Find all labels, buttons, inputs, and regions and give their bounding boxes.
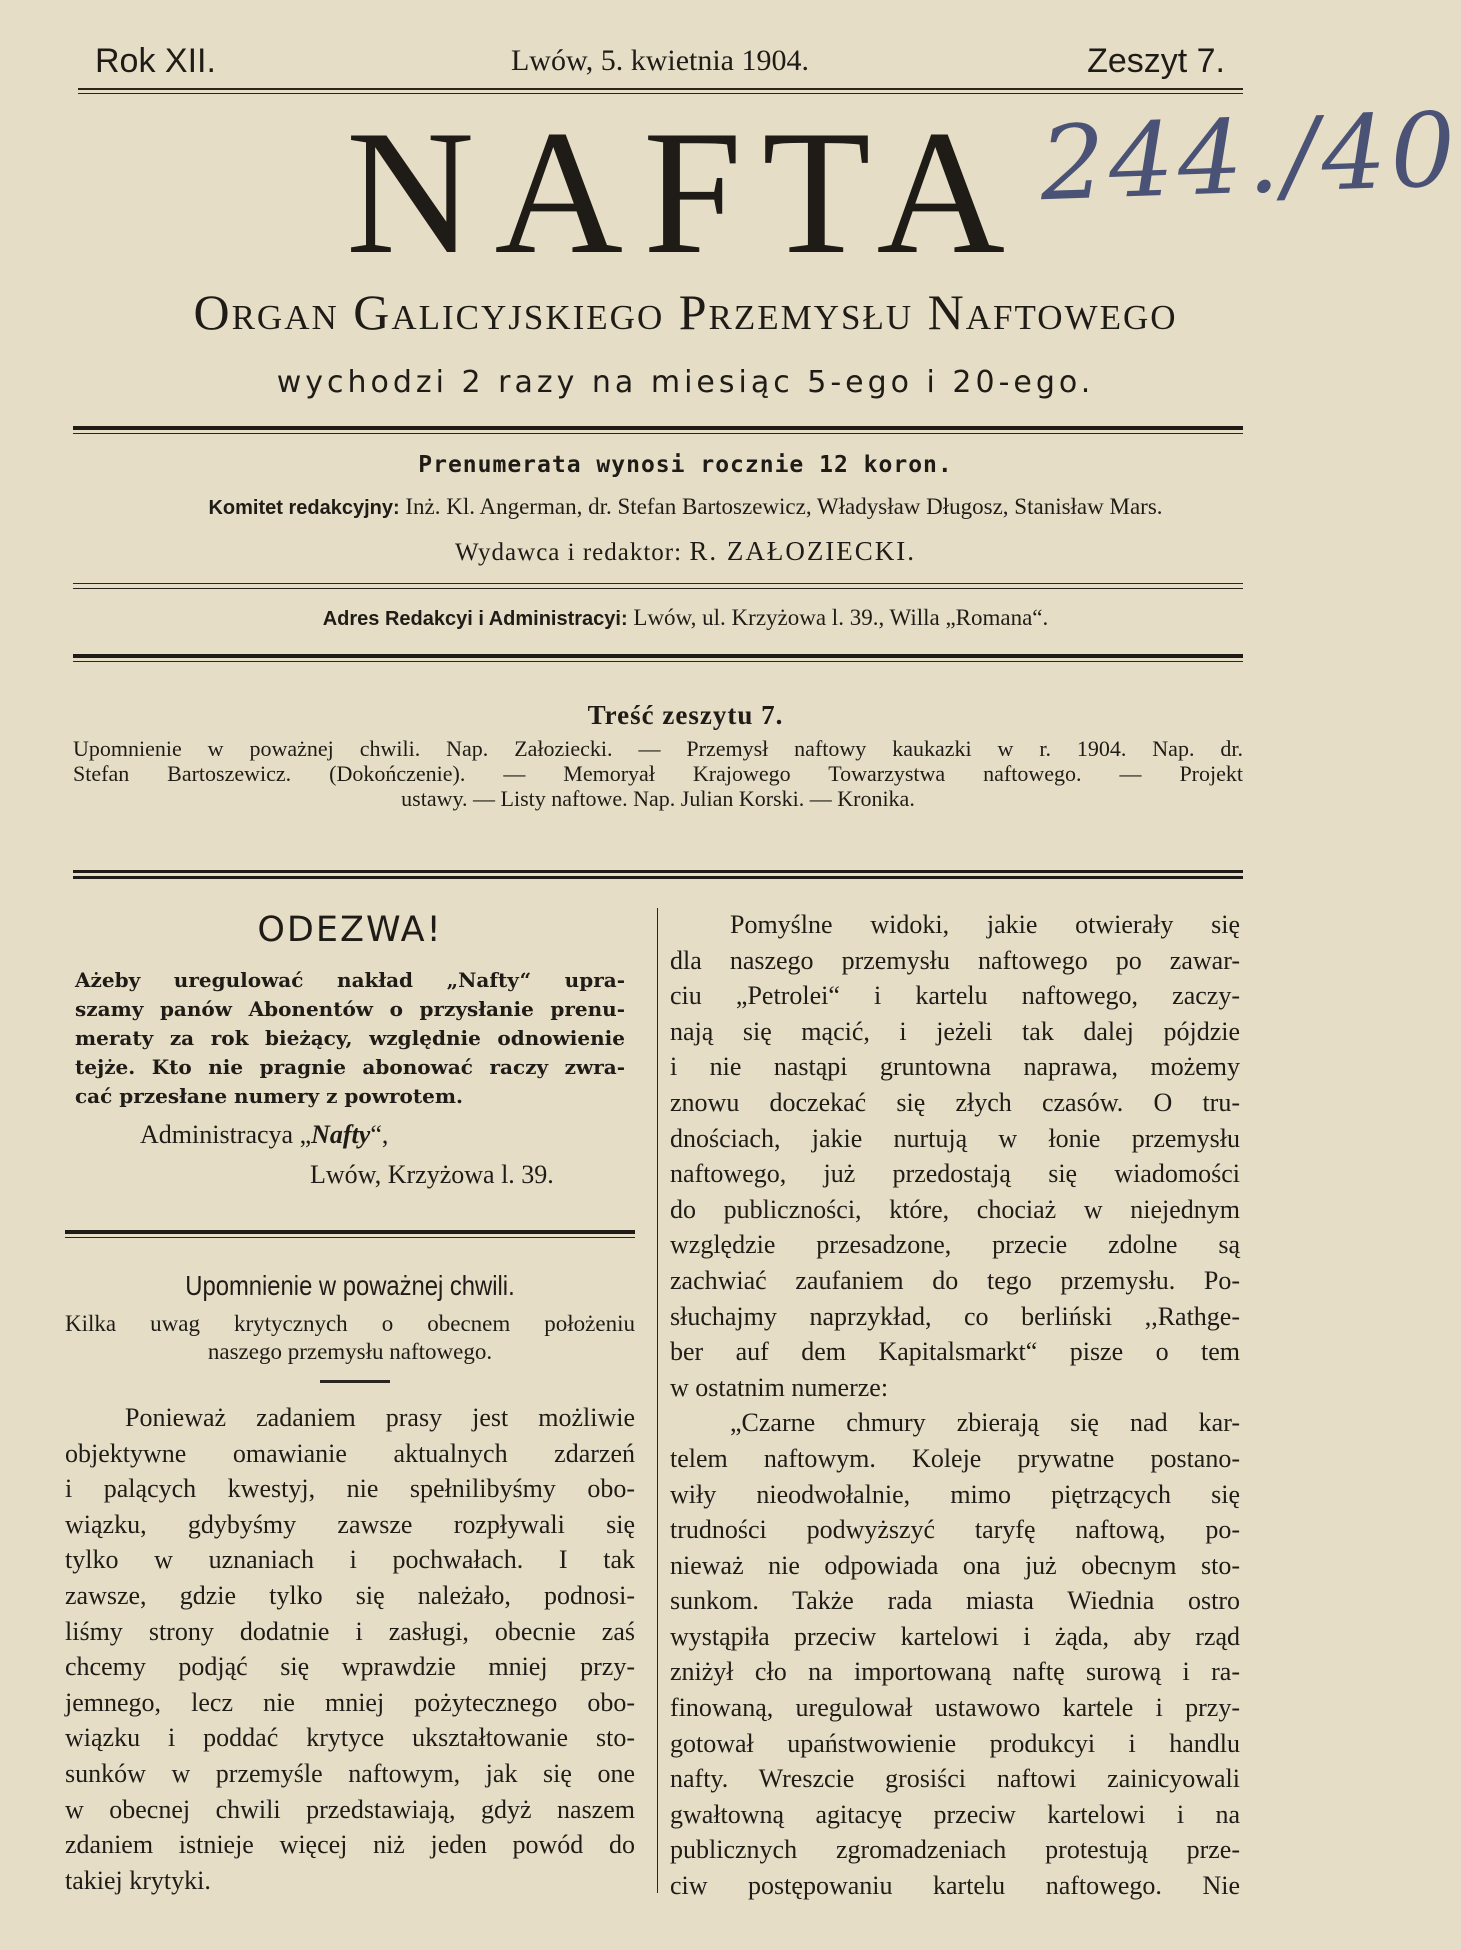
address-value: Lwów, ul. Krzyżowa l. 39., Willa „Romana“. <box>633 605 1049 630</box>
article-line: nają się mącić, i jeżeli tak dalej pójdzie <box>670 1016 1240 1046</box>
article-line: słuchajmy naprzykład, co berliński ,,Rathge- <box>670 1301 1240 1331</box>
contents-line: ustawy. — Listy naftowe. Nap. Julian Korski. — Kronika. <box>401 786 915 811</box>
masthead-rule <box>73 426 1243 430</box>
article-line: zawsze, gdzie tylko się należało, podnosi- <box>65 1580 635 1610</box>
article-line: znowu doczekać się złych czasów. O tru- <box>670 1087 1240 1117</box>
article-line: wiązku i poddać krytyce ukształtowanie sto- <box>65 1723 635 1753</box>
article-line: ciu „Petrolei“ i kartelu naftowego, zaczy- <box>670 981 1240 1011</box>
volume-number: Rok XII. <box>95 42 216 80</box>
appeal-rule-thin <box>65 1237 635 1238</box>
article-line: i nie nastąpi gruntowna naprawa, możemy <box>670 1052 1240 1082</box>
contents-title: Treść zeszytu 7. <box>587 700 784 730</box>
appeal-signature: Administracya „Nafty“, <box>140 1120 389 1149</box>
article-line: liśmy strony dodatnie i zasługi, obecnie zaś <box>65 1616 635 1646</box>
signature-name: Nafty <box>311 1120 371 1149</box>
article-line: dla naszego przemysłu naftowego po zawar- <box>670 945 1240 975</box>
article-line: naftowego, już przedostają się wiadomości <box>670 1159 1240 1189</box>
address-line <box>0 605 1371 631</box>
info-rule-top <box>73 583 1243 584</box>
article-line: nieważ nie odpowiada ona już obecnym sto- <box>670 1550 1240 1580</box>
article-subtitle <box>65 1310 635 1366</box>
article-line: sunków w przemyśle naftowym, jak się one <box>65 1758 635 1788</box>
masthead-rule-thin <box>73 433 1243 434</box>
appeal-body <box>75 966 625 1111</box>
editorial-committee <box>0 494 1371 520</box>
article-line: wiązku, gdybyśmy zawsze rozpływali się <box>65 1509 635 1539</box>
publisher-name: R. ZAŁOZIECKI. <box>689 536 917 566</box>
article-line: finowaną, uregulował ustawowo kartele i przy- <box>670 1693 1240 1723</box>
article-line: Pomyślne widoki, jakie otwierały się <box>730 910 1240 939</box>
committee-members: Inż. Kl. Angerman, dr. Stefan Bartoszewicz, Władysław Długosz, Stanisław Mars. <box>405 494 1163 519</box>
article-line: takiej krytyki. <box>65 1865 211 1895</box>
appeal-title: ODEZWA! <box>257 910 443 950</box>
article-line: w ostatnim numerze: <box>670 1372 889 1402</box>
article-line: chcemy podjąć się wprawdzie mniej przy- <box>65 1652 635 1682</box>
article-line: ciw postępowaniu kartelu naftowego. Nie <box>670 1871 1240 1901</box>
info-rule-bottom <box>73 588 1243 589</box>
appeal-rule <box>65 1230 635 1234</box>
issue-number: Zeszyt 7. <box>1087 42 1225 80</box>
publisher-label: Wydawca i redaktor: <box>454 539 683 566</box>
article-line: ber auf dem Kapitalsmarkt“ pisze o tem <box>670 1337 1240 1367</box>
article-body-left <box>65 1400 635 1898</box>
appeal-line: Ażeby uregulować nakład „Nafty“ upra- <box>75 968 625 992</box>
article-subtitle-line: naszego przemysłu naftowego. <box>207 1339 493 1364</box>
appeal-line: tejże. Kto nie pragnie abonować raczy zwra- <box>75 1055 625 1079</box>
article-title: Upomnienie w poważnej chwili. <box>185 1270 515 1301</box>
article-line: w obecnej chwili przedstawiają, gdyż naszem <box>65 1794 635 1824</box>
appeal-line: meraty za rok bieżący, względnie odnowienie <box>75 1026 625 1050</box>
committee-label: Komitet redakcyjny: <box>208 497 400 519</box>
article-line: wiły nieodwołalnie, mimo piętrzących się <box>670 1479 1240 1509</box>
article-line: gwałtowną agitacyę przeciw kartelowi i na <box>670 1799 1240 1829</box>
address-rule-thin <box>73 661 1243 662</box>
article-line: publicznych zgromadzeniach protestują prze- <box>670 1835 1240 1865</box>
masthead-title: NAFTA <box>345 93 1026 291</box>
article-line: tylko w uznaniach i pochwałach. I tak <box>65 1545 635 1575</box>
publisher-line <box>0 536 1371 567</box>
contents-line: Stefan Bartoszewicz. (Dokończenie). — Memoryał Krajowego Towarzystwa naftowego. — Projekt <box>73 761 1243 786</box>
article-line: gotował upaństwowienie produkcyi i handlu <box>670 1728 1240 1758</box>
publication-frequency: wychodzi 2 razy na miesiąc 5-ego i 20-ego. <box>276 365 1095 400</box>
article-line: Ponieważ zadaniem prasy jest możliwie <box>125 1403 635 1432</box>
article-line: zachwiać zaufaniem do tego przemysłu. Po- <box>670 1265 1240 1295</box>
article-line: sunkom. Także rada miasta Wiednia ostro <box>670 1586 1240 1616</box>
section-ornament <box>320 1380 390 1383</box>
handwritten-shelfmark: 244./40 <box>1038 90 1461 225</box>
header-row <box>95 42 1225 86</box>
article-line: „Czarne chmury zbierają się nad kar- <box>730 1408 1240 1438</box>
column-divider <box>657 908 658 1893</box>
subscription-price: Prenumerata wynosi rocznie 12 koron. <box>418 452 953 478</box>
article-line: jemnego, lecz nie mniej pożytecznego obo- <box>65 1687 635 1717</box>
contents-body <box>73 736 1243 811</box>
contents-line: Upomnienie w poważnej chwili. Nap. Załoziecki. — Przemysł naftowy kaukazki w r. 1904. Nap. dr. <box>73 736 1243 761</box>
appeal-line: szamy panów Abonentów o przysłanie prenu- <box>75 997 625 1021</box>
contents-rule-2 <box>73 876 1243 879</box>
article-line: telem naftowym. Koleje prywatne postano- <box>670 1443 1240 1473</box>
article-line: względzie przesadzone, przecie zdolne są <box>670 1230 1240 1260</box>
article-line: trudności podwyższyć taryfę naftową, po- <box>670 1515 1240 1545</box>
address-rule <box>73 654 1243 658</box>
article-body-right <box>670 907 1240 1904</box>
masthead-subtitle: Organ Galicyjskiego Przemysłu Naftowego <box>193 284 1178 340</box>
contents-rule <box>73 870 1243 873</box>
article-subtitle-line: Kilka uwag krytycznych o obecnem położeniu <box>65 1311 635 1336</box>
article-line: zniżył cło na importowaną naftę surową i ra- <box>670 1657 1240 1687</box>
article-line: objektywne omawianie aktualnych zdarzeń <box>65 1438 635 1468</box>
article-line: do publiczności, które, chociaż w niejednym <box>670 1194 1240 1224</box>
article-line: zdaniem istnieje więcej niż jeden powód do <box>65 1830 635 1860</box>
place-date: Lwów, 5. kwietnia 1904. <box>510 44 809 77</box>
appeal-address: Lwów, Krzyżowa l. 39. <box>310 1160 554 1189</box>
article-line: i palących kwestyj, nie spełnilibyśmy obo- <box>65 1474 635 1504</box>
address-label: Adres Redakcyi i Administracyi: <box>322 608 628 630</box>
article-line: nafty. Wreszcie grosiści naftowi zainicyowali <box>670 1764 1240 1794</box>
appeal-line: cać przesłane numery z powrotem. <box>75 1084 463 1108</box>
article-line: dnościach, jakie nurtują w łonie przemysłu <box>670 1123 1240 1153</box>
article-line: wystąpiła przeciw kartelowi i żąda, aby rząd <box>670 1621 1240 1651</box>
